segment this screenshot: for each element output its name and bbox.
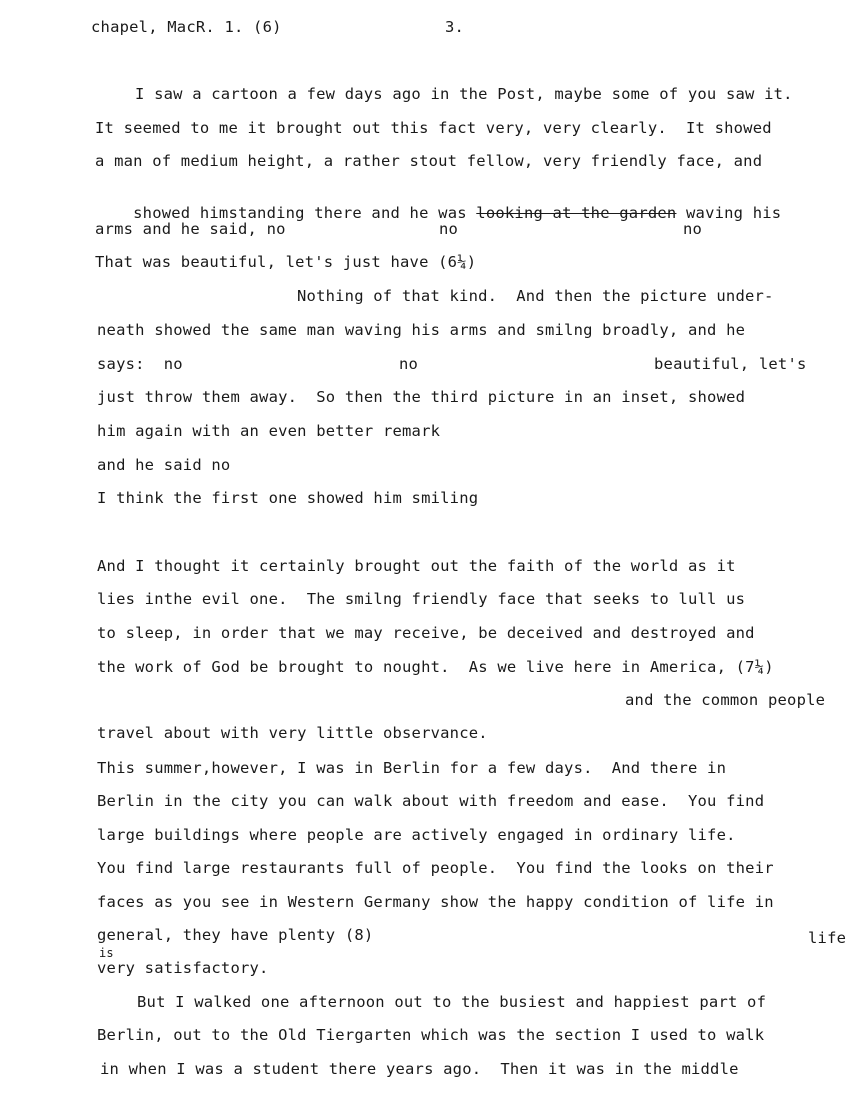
body-line-5-c: no — [683, 220, 703, 238]
header-left: chapel, MacR. 1. (6) — [91, 18, 282, 36]
body-line-5-b: no — [439, 220, 459, 238]
body-line-28: Berlin, out to the Old Tiergarten which was the section I used to walk — [97, 1026, 765, 1044]
body-line-9-a: says: no — [97, 355, 183, 373]
body-line-2: It seemed to me it brought out this fact very, very clearly. It showed — [95, 119, 772, 137]
body-line-25-b: life — [808, 929, 847, 947]
body-line-27: But I walked one afternoon out to the busiest and happiest part of — [137, 993, 767, 1011]
body-line-18: and the common people — [625, 691, 826, 709]
body-line-1: I saw a cartoon a few days ago in the Post, maybe some of you saw it. — [135, 85, 793, 103]
body-line-20: This summer,however, I was in Berlin for a few days. And there in — [97, 759, 727, 777]
page-number: 3. — [445, 18, 465, 36]
body-line-19: travel about with very little observance. — [97, 724, 488, 742]
body-line-4-text-b: waving his — [676, 204, 782, 222]
body-line-4-text-a: showed himstanding there and he was — [133, 204, 477, 222]
body-line-8: neath showed the same man waving his arms and smilng broadly, and he — [97, 321, 746, 339]
body-line-7: Nothing of that kind. And then the picture under- — [297, 287, 774, 305]
body-line-29: in when I was a student there years ago. Then it was in the middle — [100, 1060, 739, 1078]
body-line-15: lies inthe evil one. The smilng friendly face that seeks to lull us — [97, 590, 746, 608]
body-line-17: the work of God be brought to nought. As we live here in America, (7¼) — [97, 658, 774, 676]
body-line-9-b: no — [399, 355, 419, 373]
body-line-22: large buildings where people are actively engaged in ordinary life. — [97, 826, 736, 844]
body-line-3: a man of medium height, a rather stout fellow, very friendly face, and — [95, 152, 763, 170]
body-line-5-a: arms and he said, no — [95, 220, 286, 238]
body-line-23: You find large restaurants full of people. You find the looks on their — [97, 859, 774, 877]
body-line-13: I think the first one showed him smiling — [97, 489, 479, 507]
body-line-21: Berlin in the city you can walk about with freedom and ease. You find — [97, 792, 765, 810]
body-line-24: faces as you see in Western Germany show the happy condition of life in — [97, 893, 774, 911]
body-line-10: just throw them away. So then the third picture in an inset, showed — [97, 388, 746, 406]
body-line-12: and he said no — [97, 456, 231, 474]
body-line-11: him again with an even better remark — [97, 422, 441, 440]
body-line-6: That was beautiful, let's just have (6¼) — [95, 253, 477, 271]
body-line-9-c: beautiful, let's — [654, 355, 807, 373]
handwritten-insert: is — [99, 946, 114, 960]
body-line-16: to sleep, in order that we may receive, be deceived and destroyed and — [97, 624, 755, 642]
body-line-26: very satisfactory. — [97, 959, 269, 977]
struck-out-text: looking at the garden — [476, 204, 677, 222]
body-line-25-a: general, they have plenty (8) — [97, 926, 374, 944]
body-line-14: And I thought it certainly brought out the faith of the world as it — [97, 557, 736, 575]
